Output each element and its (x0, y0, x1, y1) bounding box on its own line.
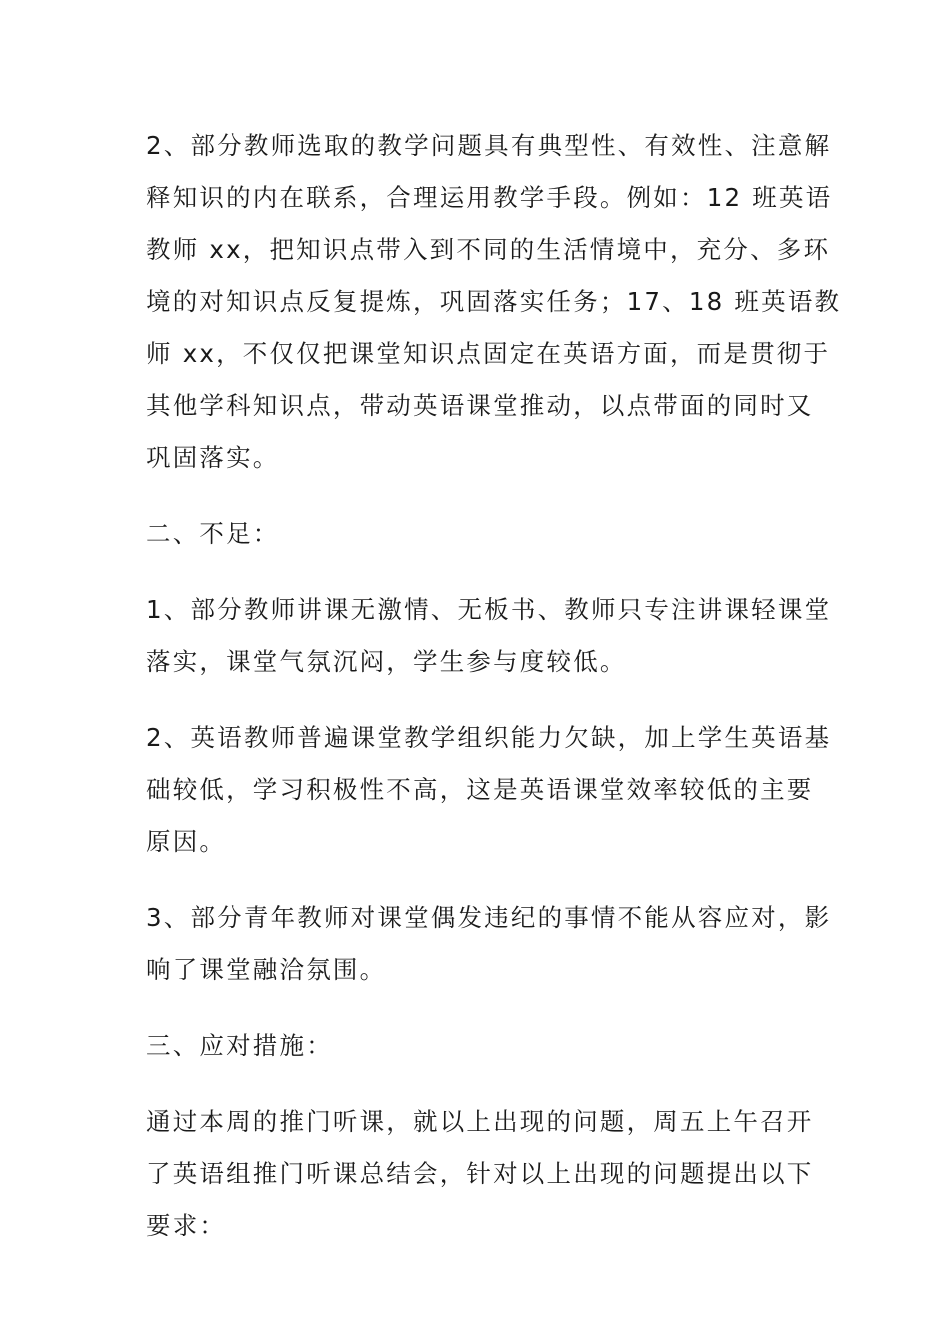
paragraph-shortcoming-2 (146, 712, 832, 868)
text-line: 响了课堂融洽氛围。 (146, 955, 387, 984)
heading-line: 三、应对措施： (146, 1031, 333, 1060)
heading-line: 二、不足： (146, 519, 280, 548)
text-line: 释知识的内在联系，合理运用教学手段。例如：12 班英语 (146, 183, 833, 212)
paragraph-shortcoming-3 (146, 892, 832, 996)
text-line: 师 xx，不仅仅把课堂知识点固定在英语方面，而是贯彻于 (146, 339, 831, 368)
paragraph-teaching-strengths-2 (146, 120, 842, 484)
paragraph-measures-intro (146, 1096, 814, 1252)
section-heading-shortcomings (146, 508, 806, 560)
text-line: 2、部分教师选取的教学问题具有典型性、有效性、注意解 (146, 131, 832, 160)
text-line: 巩固落实。 (146, 443, 280, 472)
text-line: 1、部分教师讲课无激情、无板书、教师只专注讲课轻课堂 (146, 595, 832, 624)
text-line: 要求： (146, 1211, 227, 1240)
text-line: 通过本周的推门听课，就以上出现的问题，周五上午召开 (146, 1107, 814, 1136)
text-line: 其他学科知识点，带动英语课堂推动，以点带面的同时又 (146, 391, 814, 420)
text-line: 原因。 (146, 827, 227, 856)
document-body (146, 120, 842, 1276)
text-line: 3、部分青年教师对课堂偶发违纪的事情不能从容应对，影 (146, 903, 832, 932)
text-line: 教师 xx，把知识点带入到不同的生活情境中，充分、多环 (146, 235, 831, 264)
text-line: 了英语组推门听课总结会，针对以上出现的问题提出以下 (146, 1159, 814, 1188)
text-line: 落实，课堂气氛沉闷，学生参与度较低。 (146, 647, 627, 676)
section-heading-measures (146, 1020, 806, 1072)
paragraph-shortcoming-1 (146, 584, 832, 688)
text-line: 2、英语教师普遍课堂教学组织能力欠缺，加上学生英语基 (146, 723, 832, 752)
text-line: 境的对知识点反复提炼，巩固落实任务；17、18 班英语教 (146, 287, 842, 316)
text-line: 础较低，学习积极性不高，这是英语课堂效率较低的主要 (146, 775, 814, 804)
